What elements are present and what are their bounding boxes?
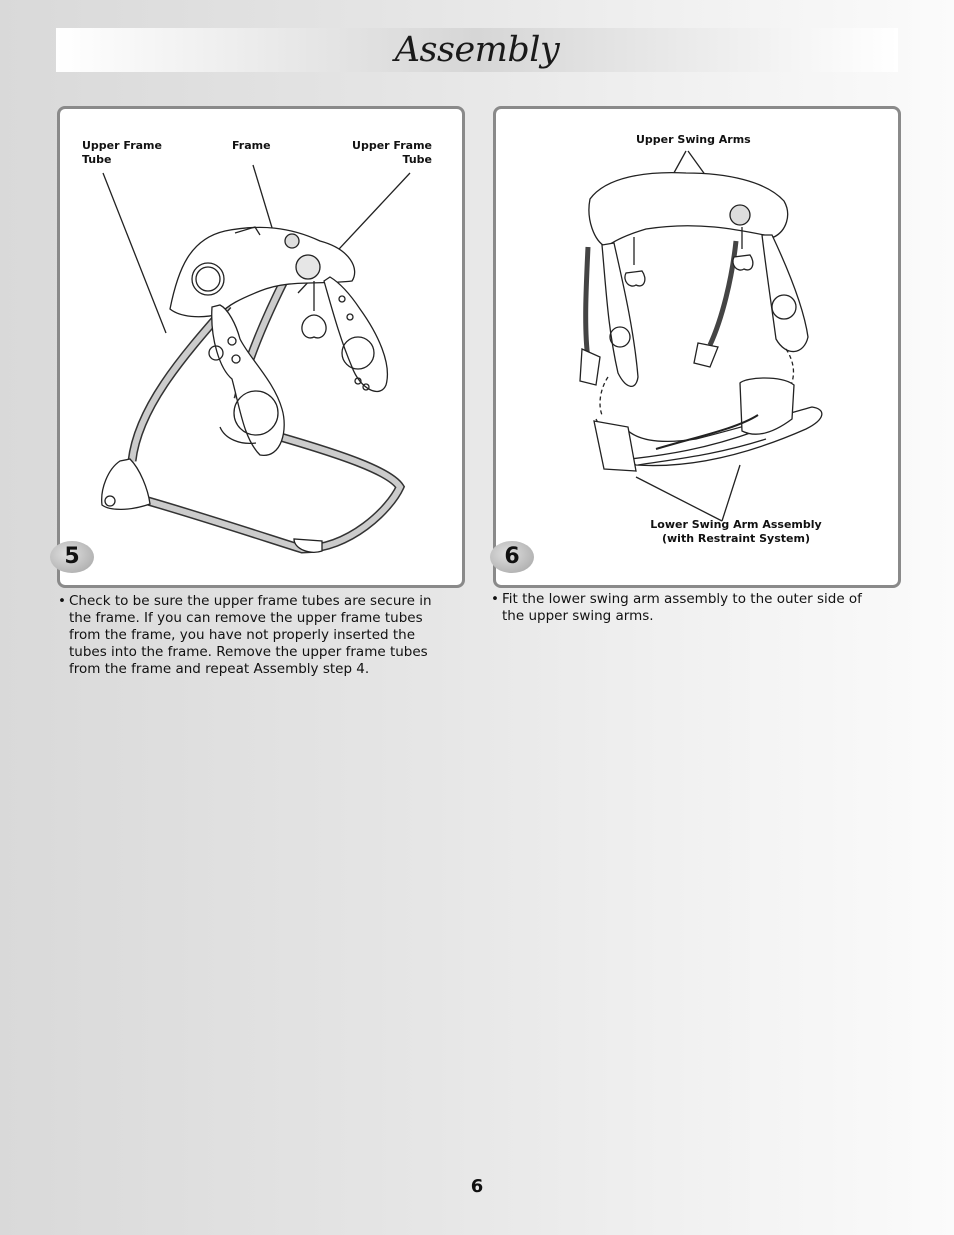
swing-frame-illustration bbox=[60, 109, 462, 585]
label-upper-frame-tube-left-line2: Tube bbox=[82, 153, 112, 166]
label-upper-frame-tube-right: Upper Frame bbox=[352, 139, 432, 152]
title-bar bbox=[56, 28, 898, 72]
swing-arms-illustration bbox=[496, 109, 898, 585]
step-6-badge: 6 bbox=[490, 541, 534, 573]
step-5-panel bbox=[57, 106, 465, 588]
page-number: 6 bbox=[470, 1176, 484, 1197]
label-upper-swing-arms: Upper Swing Arms bbox=[636, 133, 751, 146]
label-lower-swing-arm-assembly: Lower Swing Arm Assembly bbox=[650, 518, 822, 531]
step-6-panel bbox=[493, 106, 901, 588]
label-frame: Frame bbox=[232, 139, 271, 152]
bullet-dot: • bbox=[491, 591, 499, 607]
label-upper-frame-tube-right-line2: Tube bbox=[402, 153, 432, 166]
step-6-instruction-text: Fit the lower swing arm assembly to the outer side of the upper swing arms. bbox=[502, 591, 862, 624]
page-title: Assembly bbox=[394, 30, 560, 70]
label-restraint-system: (with Restraint System) bbox=[661, 532, 810, 545]
step-6-instruction bbox=[491, 591, 883, 625]
label-upper-frame-tube-left: Upper Frame bbox=[82, 139, 162, 152]
bullet-dot: • bbox=[58, 593, 66, 609]
step-5-instruction bbox=[58, 593, 450, 678]
step-5-badge: 5 bbox=[50, 541, 94, 573]
step-5-instruction-text: Check to be sure the upper frame tubes are secure in the frame. If you can remove the upper frame tubes from the frame, you have not properly inserted the tubes into the frame. Remove the upper frame tubes from the frame and repeat Assembly step 4. bbox=[69, 593, 432, 677]
